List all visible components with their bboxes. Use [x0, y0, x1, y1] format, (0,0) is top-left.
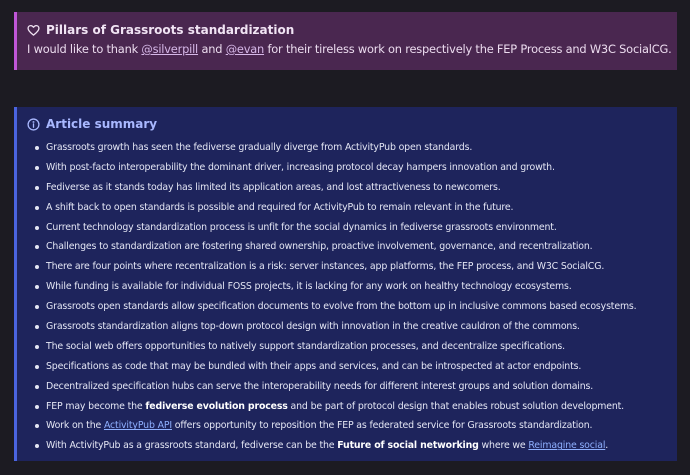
mention-silverpill-link[interactable]: @silverpill: [141, 42, 199, 56]
article-summary-title: Article summary: [46, 117, 158, 131]
heart-icon: [27, 24, 40, 37]
summary-item: Decentralized specification hubs can serve the interoperability needs for different interest groups and solution domains.: [34, 377, 667, 397]
summary-text-part: Work on the: [46, 420, 104, 432]
summary-text-part: .: [605, 440, 609, 452]
summary-item-api: [34, 416, 667, 436]
reimagine-social-link[interactable]: Reimagine social: [528, 440, 606, 452]
summary-item-future: [34, 436, 667, 456]
summary-text-part: where we: [478, 440, 529, 452]
thanks-callout: [14, 12, 677, 70]
mention-evan-link[interactable]: @evan: [225, 42, 265, 56]
summary-item: A shift back to open standards is possible and required for ActivityPub to remain relevant in the future.: [34, 198, 667, 218]
summary-text-part: FEP may become the: [46, 400, 146, 412]
summary-text-part: and be part of protocol design that enables robust solution development.: [287, 400, 624, 412]
summary-text-part: offers opportunity to reposition the FEP as federated service for Grassroots standardization.: [171, 420, 593, 432]
summary-text-part: With ActivityPub as a grassroots standard, fediverse can be the: [46, 440, 338, 452]
summary-item: Grassroots growth has seen the fediverse gradually diverge from ActivityPub open standards.: [34, 138, 667, 158]
thanks-text-part: and: [198, 42, 226, 56]
future-bold-text: Future of social networking: [337, 440, 479, 452]
summary-item: Current technology standardization process is unfit for the social dynamics in fediverse grassroots environment.: [34, 218, 667, 238]
thanks-text-part: I would like to thank: [27, 42, 142, 56]
fep-bold-text: fediverse evolution process: [145, 400, 288, 412]
summary-item: With post-facto interoperability the dominant driver, increasing protocol decay hampers innovation and growth.: [34, 158, 667, 178]
article-summary-callout: [14, 107, 677, 461]
thanks-callout-text: [27, 42, 672, 56]
summary-item: While funding is available for individual FOSS projects, it is lacking for any work on healthy technology ecosystems.: [34, 277, 667, 297]
summary-item: Fediverse as it stands today has limited its application areas, and lost attractiveness to newcomers.: [34, 178, 667, 198]
summary-item: Grassroots open standards allow specification documents to evolve from the bottom up in inclusive commons based ecosystems.: [34, 297, 667, 317]
info-icon: [27, 118, 40, 131]
article-summary-header: [27, 115, 667, 133]
summary-item-fep: [34, 397, 667, 417]
summary-item: Specifications as code that may be bundled with their apps and services, and can be introspected at actor endpoints.: [34, 357, 667, 377]
thanks-callout-header: [27, 21, 667, 39]
summary-item: Challenges to standardization are fostering shared ownership, proactive involvement, governance, and recentralization.: [34, 237, 667, 257]
thanks-callout-title: Pillars of Grassroots standardization: [46, 23, 295, 37]
summary-item: The social web offers opportunities to natively support standardization processes, and decentralize specifications.: [34, 337, 667, 357]
summary-item: There are four points where recentralization is a risk: server instances, app platforms, the FEP process, and W3C SocialCG.: [34, 257, 667, 277]
thanks-text-part: for their tireless work on respectively the FEP Process and W3C SocialCG.: [264, 42, 672, 56]
summary-list: [27, 138, 667, 456]
activitypub-api-link[interactable]: ActivityPub API: [103, 420, 172, 432]
summary-item: Grassroots standardization aligns top-down protocol design with innovation in the creative cauldron of the commons.: [34, 317, 667, 337]
